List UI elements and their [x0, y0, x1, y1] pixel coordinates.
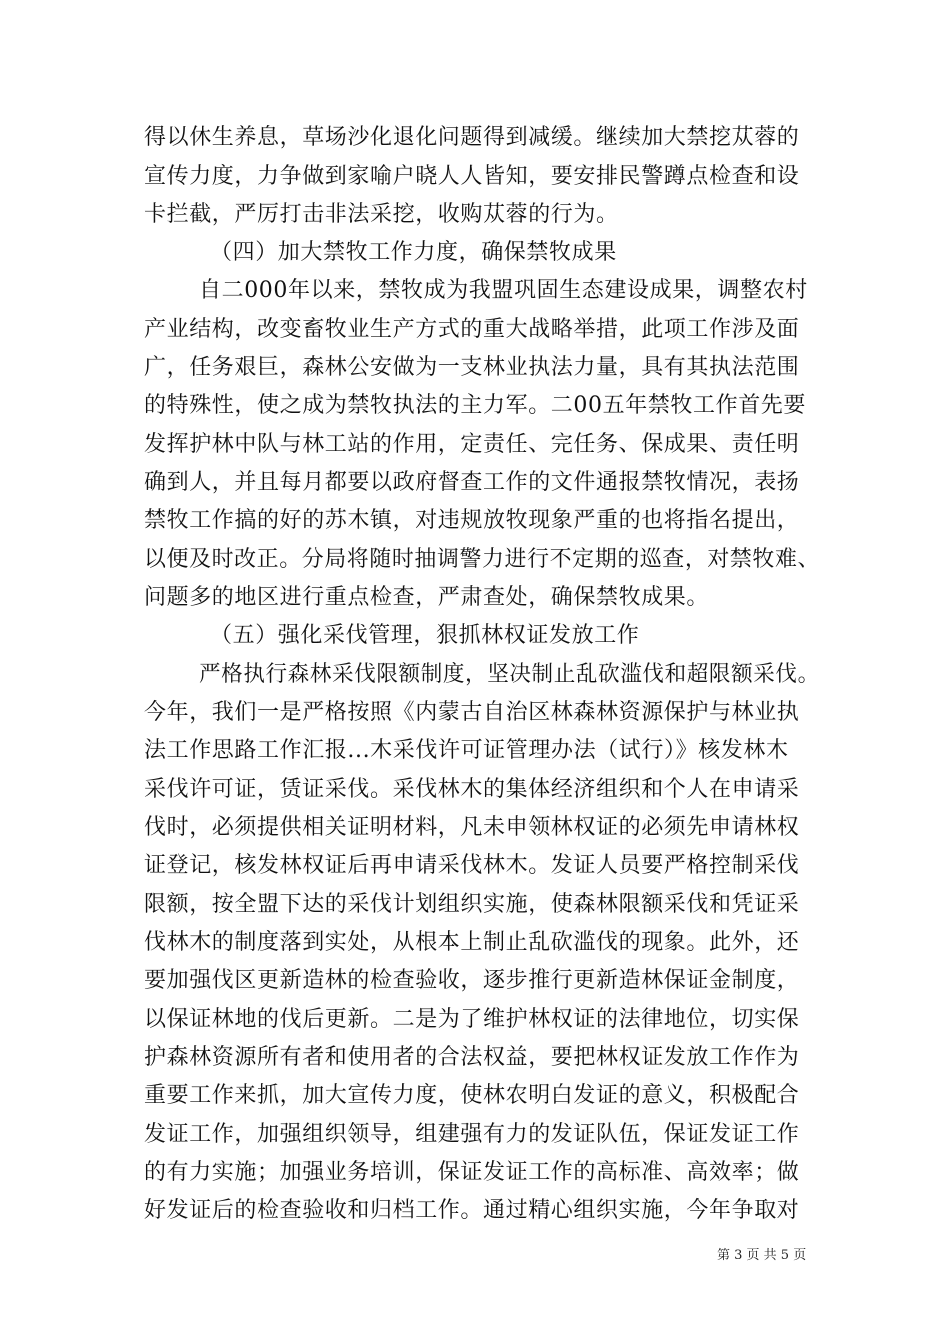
body-line: 好发证后的检查验收和归档工作。通过精心组织实施，今年争取对 [144, 1198, 800, 1223]
body-line: 发证工作，加强组织领导，组建强有力的发证队伍，保证发证工作 [144, 1122, 800, 1147]
body-line: 的特殊性，使之成为禁牧执法的主力军。二00五年禁牧工作首先要 [144, 393, 806, 418]
section-heading: （四）加大禁牧工作力度，确保禁牧成果 [210, 240, 617, 265]
body-line: 广，任务艰巨，森林公安做为一支林业执法力量，具有其执法范围 [144, 355, 800, 380]
body-line: 重要工作来抓，加大宣传力度，使林农明白发证的意义，积极配合 [144, 1083, 800, 1108]
body-line: 今年，我们一是严格按照《内蒙古自治区林森林资源保护与林业执 [144, 700, 800, 725]
body-line: 的有力实施；加强业务培训，保证发证工作的高标准、高效率；做 [144, 1160, 800, 1185]
body-line: 禁牧工作搞的好的苏木镇，对违规放牧现象严重的也将指名提出， [144, 508, 800, 533]
body-line: 产业结构，改变畜牧业生产方式的重大战略举措，此项工作涉及面 [144, 317, 800, 342]
body-line: 以便及时改正。分局将随时抽调警力进行不定期的巡查，对禁牧难、 [144, 547, 821, 572]
body-line: 证登记，核发林权证后再申请采伐林木。发证人员要严格控制采伐 [144, 853, 800, 878]
body-line: 护森林资源所有者和使用者的合法权益，要把林权证发放工作作为 [144, 1045, 800, 1070]
body-line: 采伐许可证，赁证采伐。采伐林木的集体经济组织和个人在申请采 [144, 777, 800, 802]
paragraph-start: 自二000年以来，禁牧成为我盟巩固生态建设成果，调整农村 [199, 278, 808, 303]
body-line: 发挥护林中队与林工站的作用，定责任、完任务、保成果、责任明 [144, 432, 800, 457]
page-number: 第 3 页 共 5 页 [717, 1248, 807, 1263]
body-line: 伐时，必须提供相关证明材料，凡未申领林权证的必须先申请林权 [144, 815, 800, 840]
body-line: 伐林木的制度落到实处，从根本上制止乱砍滥伐的现象。此外，还 [144, 930, 800, 955]
body-line: 要加强伐区更新造林的检查验收，逐步推行更新造林保证金制度， [144, 968, 800, 993]
paragraph-start: 严格执行森林采伐限额制度，坚决制止乱砍滥伐和超限额采伐。 [199, 662, 820, 687]
body-line: 以保证林地的伐后更新。二是为了维护林权证的法律地位，切实保 [144, 1007, 800, 1032]
body-line: 卡拦截，严厉打击非法采挖，收购苁蓉的行为。 [144, 202, 619, 227]
body-line: 法工作思路工作汇报...木采伐许可证管理办法（试行）》核发林木 [144, 738, 789, 763]
body-line: 宣传力度，力争做到家喻户晓人人皆知，要安排民警蹲点检查和设 [144, 164, 800, 189]
body-line: 限额，按全盟下达的采伐计划组织实施，使森林限额采伐和凭证采 [144, 892, 800, 917]
body-line: 问题多的地区进行重点检查，严肃查处，确保禁牧成果。 [144, 585, 710, 610]
body-line: 确到人，并且每月都要以政府督查工作的文件通报禁牧情况，表扬 [144, 470, 800, 495]
section-heading: （五）强化采伐管理，狠抓林权证发放工作 [210, 623, 640, 648]
body-line: 得以休生养息，草场沙化退化问题得到减缓。继续加大禁挖苁蓉的 [144, 125, 800, 150]
